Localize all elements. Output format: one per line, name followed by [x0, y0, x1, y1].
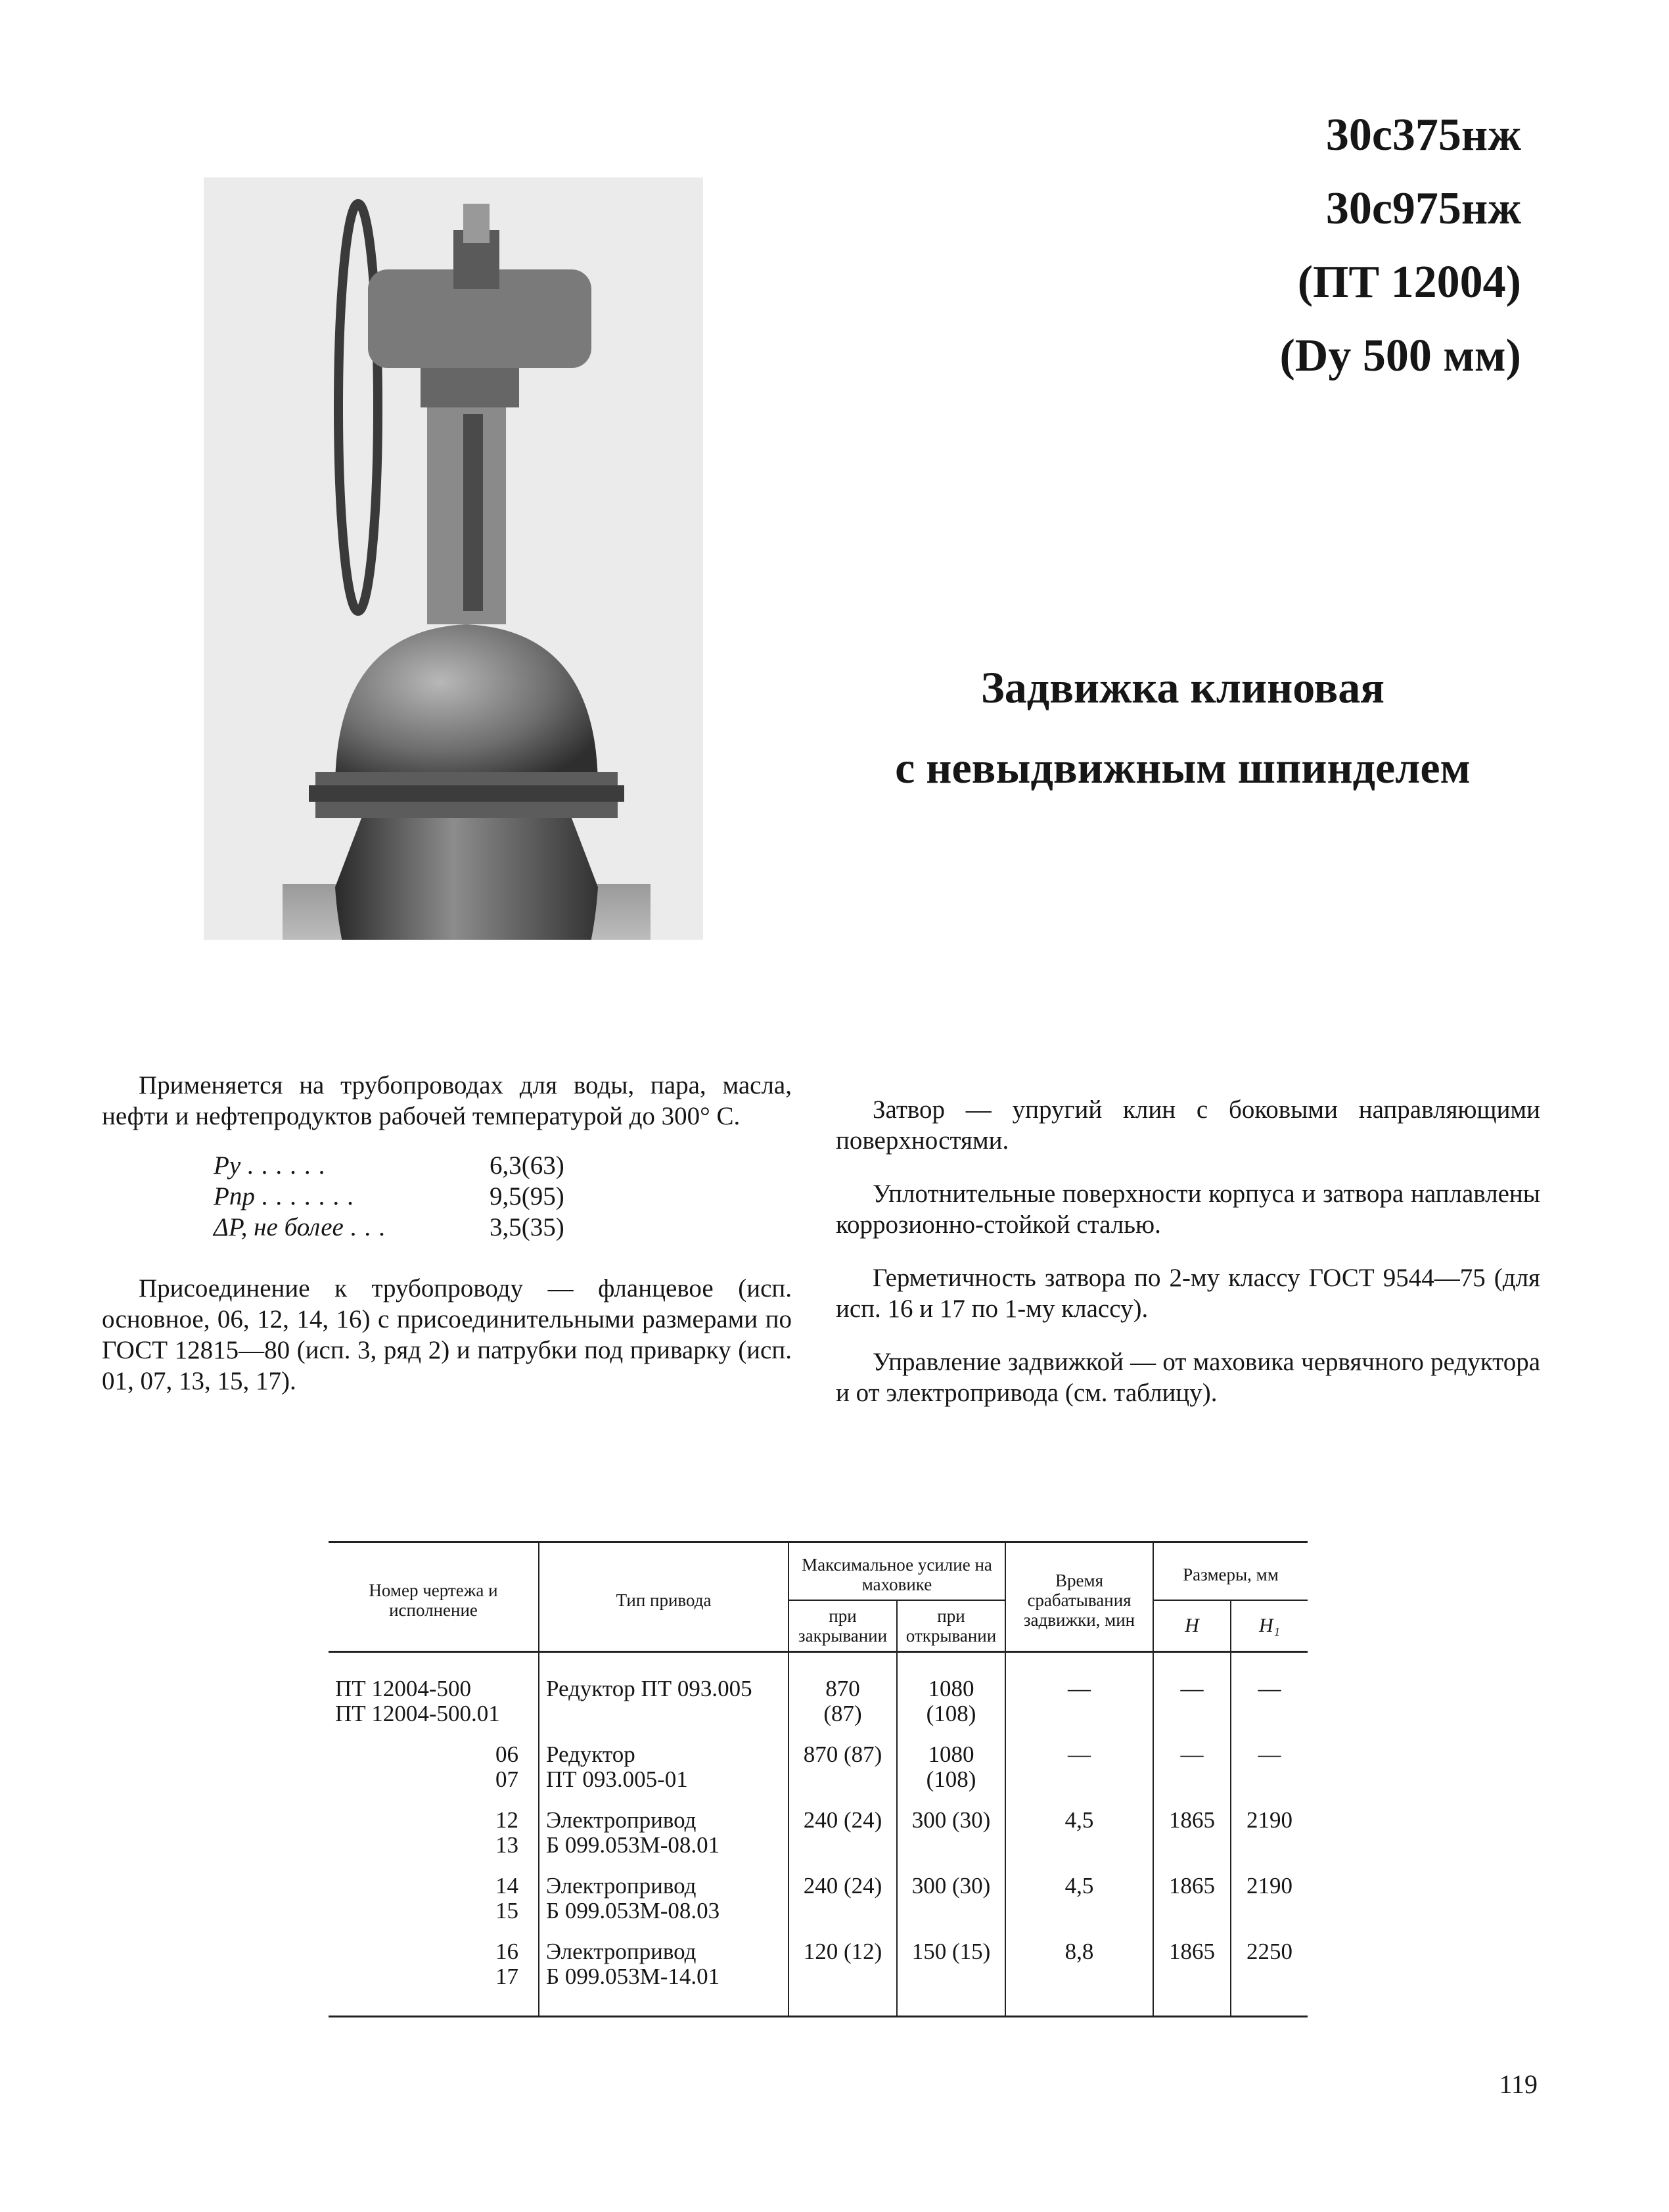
cell-open: 1080 (108): [897, 1736, 1005, 1801]
cell-h1: —: [1231, 1736, 1308, 1801]
cell-close: 870 (87): [789, 1736, 897, 1801]
cell-h: 1865: [1153, 1867, 1231, 1933]
code-line: 30с375нж: [1325, 110, 1521, 160]
header-force-open: при открывании: [897, 1600, 1005, 1652]
connection-paragraph: Присоединение к трубопроводу — фланцевое (исп. основное, 06, 12, 14, 16) с присоединительными размерами по ГОСТ 12815—80 (исп. 3, ряд 2) и патрубки под приварку (исп. 01, 07, 13, 15, 17).: [102, 1274, 792, 1395]
cell-drawing: 06 07: [495, 1741, 518, 1792]
left-column: [102, 1070, 792, 1415]
header-h1: H₁: [1258, 1615, 1281, 1636]
valve-photo: [204, 177, 703, 940]
body-paragraph: Герметичность затвора по 2-му классу ГОСТ 9544—75 (для исп. 16 и 17 по 1-му классу).: [836, 1264, 1540, 1323]
right-column: [836, 1094, 1540, 1431]
cell-drive: Электропривод Б 099.053М-08.03: [539, 1867, 789, 1933]
parameter-label: Pпр .......: [214, 1182, 361, 1210]
header-h: H: [1185, 1615, 1199, 1636]
cell-time: 4,5: [1005, 1801, 1153, 1867]
title-line: с невыдвижным шпинделем: [895, 743, 1471, 793]
pressure-parameters: [214, 1150, 792, 1243]
parameter-row: [214, 1212, 792, 1243]
cell-time: —: [1005, 1652, 1153, 1736]
code-line: (ПТ 12004): [1297, 257, 1521, 308]
cell-h1: 2190: [1231, 1867, 1308, 1933]
parameter-row: [214, 1181, 792, 1212]
cell-time: 4,5: [1005, 1867, 1153, 1933]
cell-close: 240 (24): [789, 1867, 897, 1933]
parameter-label: ΔP, не более ...: [214, 1213, 393, 1241]
cell-h: 1865: [1153, 1801, 1231, 1867]
cell-drawing: 16 17: [495, 1939, 518, 1989]
cell-h: —: [1153, 1736, 1231, 1801]
title-line: Задвижка клиновая: [980, 662, 1385, 712]
parameter-value: 9,5(95): [490, 1182, 564, 1210]
cell-h1: —: [1231, 1652, 1308, 1736]
header-dims: Размеры, мм: [1153, 1542, 1308, 1601]
code-line: 30с975нж: [1325, 183, 1521, 234]
header-force-close: при закрывании: [789, 1600, 897, 1652]
body-paragraph: Уплотнительные поверхности корпуса и затвора наплавлены коррозионно-стойкой сталью.: [836, 1180, 1540, 1239]
table-row: [329, 1652, 1308, 1736]
cell-close: 240 (24): [789, 1801, 897, 1867]
spec-table: [329, 1541, 1308, 2017]
code-line: (Dу 500 мм): [1279, 331, 1521, 381]
cell-drawing: 12 13: [495, 1807, 518, 1858]
cell-time: —: [1005, 1736, 1153, 1801]
product-codes: [1279, 99, 1521, 393]
table-row: [329, 1736, 1308, 1801]
table-row: [329, 1801, 1308, 1867]
table-header: [329, 1542, 1308, 1652]
cell-drawing: 14 15: [495, 1873, 518, 1924]
header-time: Время срабатывания задвижки, мин: [1005, 1542, 1153, 1652]
cell-time: 8,8: [1005, 1933, 1153, 2017]
parameter-label: Pу ......: [214, 1151, 333, 1180]
header-drive: Тип привода: [539, 1542, 789, 1652]
cell-drawing: ПТ 12004-500 ПТ 12004-500.01: [335, 1676, 500, 1726]
cell-open: 300 (30): [897, 1867, 1005, 1933]
application-paragraph: Применяется на трубопроводах для воды, пара, масла, нефти и нефтепродуктов рабочей температурой до 300° С.: [102, 1071, 792, 1130]
page-number: 119: [1499, 2069, 1538, 2099]
body-paragraph: Затвор — упругий клин с боковыми направляющими поверхностями.: [836, 1095, 1540, 1155]
cell-close: 870 (87): [789, 1652, 897, 1736]
cell-h: 1865: [1153, 1933, 1231, 2017]
table-row: [329, 1867, 1308, 1933]
parameter-row: [214, 1150, 792, 1181]
cell-drive: Электропривод Б 099.053М-14.01: [539, 1933, 789, 2017]
cell-h: —: [1153, 1652, 1231, 1736]
parameter-value: 3,5(35): [490, 1213, 564, 1241]
cell-drive: Электропривод Б 099.053М-08.01: [539, 1801, 789, 1867]
cell-h1: 2190: [1231, 1801, 1308, 1867]
cell-drive: Редуктор ПТ 093.005-01: [539, 1736, 789, 1801]
cell-h1: 2250: [1231, 1933, 1308, 2017]
body-paragraph: Управление задвижкой — от маховика червячного редуктора и от электропривода (см. таблицу).: [836, 1348, 1540, 1407]
cell-open: 1080 (108): [897, 1652, 1005, 1736]
header-drawing: Номер чертежа и исполнение: [369, 1580, 498, 1620]
product-title: [854, 647, 1511, 808]
header-force: Максимальное усилие на маховике: [789, 1542, 1005, 1601]
cell-close: 120 (12): [789, 1933, 897, 2017]
parameter-value: 6,3(63): [490, 1151, 564, 1180]
cell-open: 300 (30): [897, 1801, 1005, 1867]
cell-open: 150 (15): [897, 1933, 1005, 2017]
cell-drive: Редуктор ПТ 093.005: [539, 1652, 789, 1736]
table-row: [329, 1933, 1308, 2017]
